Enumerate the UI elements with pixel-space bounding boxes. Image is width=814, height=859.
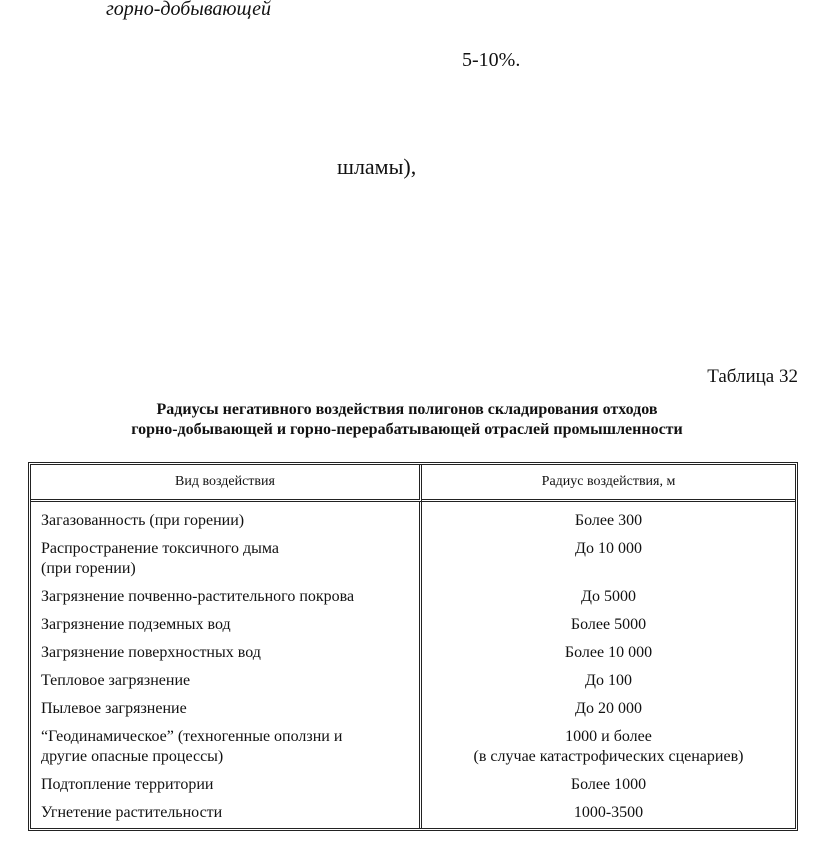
- impact-type-cell: [31, 640, 422, 668]
- table-title-line: Радиусы негативного воздействия полигонов складирования отходов: [156, 401, 658, 418]
- impact-type-text: Распространение токсичного дыма: [41, 540, 279, 557]
- impact-radius-cell: [422, 724, 795, 772]
- impact-type-text: Угнетение растительности: [41, 804, 223, 821]
- table-header-row: [31, 465, 795, 502]
- table-row: [31, 640, 795, 668]
- impact-radius-cell: [422, 536, 795, 584]
- table-row: [31, 800, 795, 828]
- impact-radius-text: До 5000: [581, 588, 636, 605]
- impact-radius-text: (в случае катастрофических сценариев): [473, 748, 744, 765]
- impact-type-cell: [31, 800, 422, 828]
- impact-radius-text: До 10 000: [575, 540, 642, 557]
- impact-type-cell: [31, 584, 422, 612]
- impact-radius-table: [28, 462, 798, 831]
- impact-radius-text: Более 10 000: [564, 644, 653, 661]
- impact-type-cell: [31, 668, 422, 696]
- impact-type-cell: [31, 612, 422, 640]
- impact-type-cell: [31, 502, 422, 536]
- impact-type-cell: [31, 696, 422, 724]
- impact-radius-text: Более 1000: [570, 776, 647, 793]
- table-row: [31, 772, 795, 800]
- impact-type-text: Пылевое загрязнение: [41, 700, 187, 717]
- impact-type-text: Подтопление территории: [41, 776, 214, 793]
- impact-radius-text: До 20 000: [575, 700, 642, 717]
- impact-type-text: “Геодинамическое” (техногенные оползни и: [41, 728, 343, 745]
- column-header-radius: Радиус воздействия, м: [422, 465, 795, 502]
- table-number-label: Таблица 32: [707, 366, 798, 387]
- percent-text-fragment: 5-10%.: [462, 49, 521, 71]
- impact-radius-cell: [422, 800, 795, 828]
- impact-radius-cell: [422, 772, 795, 800]
- table-title-line: горно-добывающей и горно-перерабатывающей отраслей промышленности: [131, 421, 683, 438]
- table-row: [31, 502, 795, 536]
- impact-radius-text: Более 5000: [570, 616, 647, 633]
- impact-radius-text: 1000 и более: [565, 728, 652, 745]
- impact-radius-cell: [422, 502, 795, 536]
- impact-radius-cell: [422, 612, 795, 640]
- impact-type-cell: [31, 772, 422, 800]
- table-row: [31, 724, 795, 772]
- impact-radius-cell: [422, 584, 795, 612]
- impact-type-text: (при горении): [41, 560, 136, 577]
- impact-type-text: Загрязнение поверхностных вод: [41, 644, 261, 661]
- table-row: [31, 584, 795, 612]
- table-body: [31, 502, 795, 828]
- table-row: [31, 536, 795, 584]
- table-row: [31, 696, 795, 724]
- column-header-impact: Вид воздействия: [31, 465, 422, 502]
- impact-type-text: Загрязнение почвенно-растительного покрова: [41, 588, 355, 605]
- table-title: [0, 400, 814, 440]
- impact-radius-text: Более 300: [574, 512, 643, 529]
- impact-radius-cell: [422, 668, 795, 696]
- table-row: [31, 612, 795, 640]
- impact-radius-cell: [422, 696, 795, 724]
- italic-text-fragment: горно-добывающей: [106, 0, 271, 20]
- impact-radius-text: 1000-3500: [573, 804, 644, 821]
- impact-radius-cell: [422, 640, 795, 668]
- impact-type-cell: [31, 724, 422, 772]
- slurry-text-fragment: шламы),: [337, 154, 417, 179]
- table-row: [31, 668, 795, 696]
- impact-type-text: Тепловое загрязнение: [41, 672, 191, 689]
- impact-type-cell: [31, 536, 422, 584]
- impact-type-text: Загрязнение подземных вод: [41, 616, 231, 633]
- impact-type-text: другие опасные процессы): [41, 748, 224, 765]
- impact-radius-text: До 100: [585, 672, 632, 689]
- impact-type-text: Загазованность (при горении): [41, 512, 245, 529]
